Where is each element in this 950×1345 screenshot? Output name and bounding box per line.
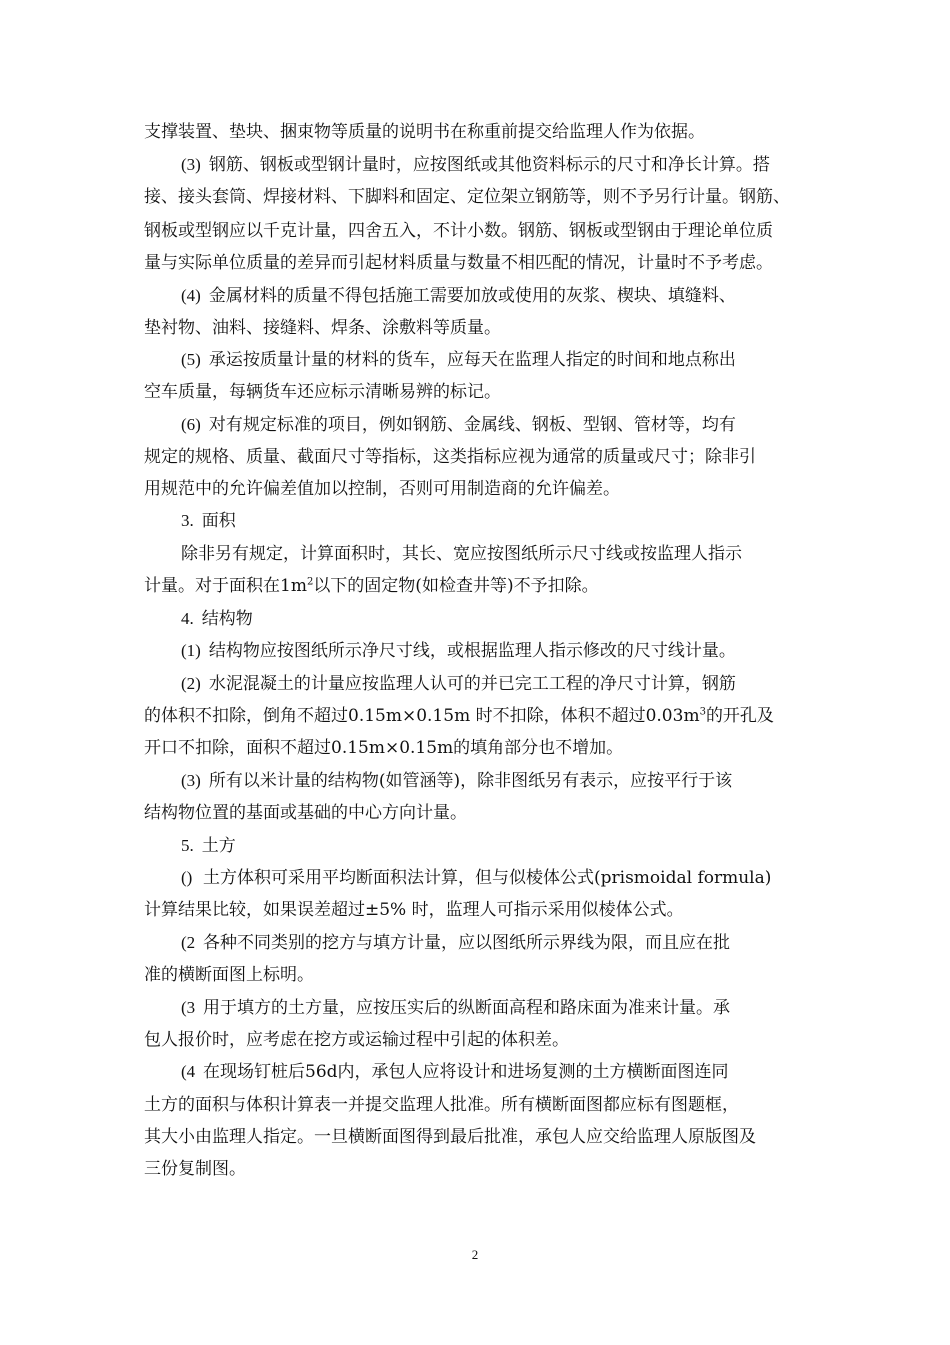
text-line: 其大小由监理人指定。一旦横断面图得到最后批准，承包人应交给监理人原版图及 — [144, 1127, 756, 1147]
text-line: 规定的规格、质量、截面尺寸等指标，这类指标应视为通常的质量或尺寸；除非引 — [144, 447, 756, 467]
section-number: 4. — [181, 609, 194, 628]
text-line: 量与实际单位质量的差异而引起材料质量与数量不相匹配的情况，计量时不予考虑。 — [144, 253, 773, 273]
text-line: 开口不扣除，面积不超过0.15m×0.15m的填角部分也不增加。 — [144, 738, 624, 758]
clause-label: (4) — [181, 286, 201, 305]
text-line: 计量。对于面积在$1m^2$以下的固定物(如检查井等)不予扣除。 — [144, 576, 599, 596]
clause-1-line: (1) 结构物应按图纸所示净尺寸线，或根据监理人指示修改的尺寸线计量。 — [181, 641, 736, 661]
clause-label: (3) — [181, 155, 201, 174]
text-line: 除非另有规定，计算面积时，其长、宽应按图纸所示尺寸线或按监理人指示 — [181, 544, 742, 564]
text-line: 结构物位置的基面或基础的中心方向计量。 — [144, 803, 467, 823]
clause-label: (2) — [181, 674, 201, 693]
text-line: 用规范中的允许偏差值加以控制，否则可用制造商的允许偏差。 — [144, 479, 620, 499]
text-line: 计算结果比较，如果误差超过±5% 时，监理人可指示采用似棱体公式。 — [144, 900, 684, 920]
section-heading-area: 3. 面积 — [181, 511, 236, 531]
page-number: 2 — [471, 1247, 479, 1262]
clause-label: (3) — [181, 771, 201, 790]
clause-label: (5) — [181, 350, 201, 369]
text-line: 的体积不扣除，倒角不超过0.15m×0.15m 时不扣除，体积不超过$0.03m^3$的开孔及 — [144, 706, 774, 726]
section-number: 5. — [181, 836, 194, 855]
text-line: 空车质量，每辆货车还应标示清晰易辨的标记。 — [144, 382, 501, 402]
item-marker: (2 — [181, 933, 196, 952]
earthwork-item-4-line: (4 在现场钉桩后56d内，承包人应将设计和进场复测的土方横断面图连同 — [181, 1062, 729, 1082]
text-line: 支撑装置、垫块、捆束物等质量的说明书在称重前提交给监理人作为依据。 — [144, 122, 705, 142]
clause-5-line: (5) 承运按质量计量的材料的货车，应每天在监理人指定的时间和地点称出 — [181, 350, 736, 370]
earthwork-item-2-line: (2 各种不同类别的挖方与填方计量，应以图纸所示界线为限，而且应在批 — [181, 933, 730, 953]
text-line: 接、接头套筒、焊接材料、下脚料和固定、定位架立钢筋等，则不予另行计量。钢筋、 — [144, 187, 790, 207]
superscript: 2 — [306, 576, 314, 588]
text-line: 垫衬物、油料、接缝料、焊条、涂敷料等质量。 — [144, 318, 501, 338]
section-number: 3. — [181, 511, 194, 530]
superscript: 3 — [699, 706, 706, 718]
clause-3-line: (3) 所有以米计量的结构物(如管涵等)，除非图纸另有表示，应按平行于该 — [181, 771, 733, 791]
clause-label: (1) — [181, 641, 201, 660]
clause-4-line: (4) 金属材料的质量不得包括施工需要加放或使用的灰浆、楔块、填缝料、 — [181, 286, 736, 306]
earthwork-item-1-line: () 土方体积可采用平均断面积法计算，但与似棱体公式(prismoidal formula) — [181, 868, 772, 888]
clause-3-line: (3) 钢筋、钢板或型钢计量时，应按图纸或其他资料标示的尺寸和净长计算。搭 — [181, 155, 770, 175]
earthwork-item-3-line: (3 用于填方的土方量，应按压实后的纵断面高程和路床面为准来计量。承 — [181, 998, 730, 1018]
text-line: 准的横断面图上标明。 — [144, 965, 314, 985]
item-marker: (4 — [181, 1062, 196, 1081]
section-heading-structure: 4. 结构物 — [181, 609, 253, 629]
text-line: 三份复制图。 — [144, 1159, 246, 1179]
text-line: 包人报价时，应考虑在挖方或运输过程中引起的体积差。 — [144, 1030, 569, 1050]
text-line: 钢板或型钢应以千克计量，四舍五入，不计小数。钢筋、钢板或型钢由于理论单位质 — [144, 221, 773, 241]
clause-6-line: (6) 对有规定标准的项目，例如钢筋、金属线、钢板、型钢、管材等，均有 — [181, 415, 736, 435]
clause-label: (6) — [181, 415, 201, 434]
item-marker: () — [181, 868, 193, 887]
clause-2-line: (2) 水泥混凝土的计量应按监理人认可的并已完工工程的净尺寸计算，钢筋 — [181, 674, 736, 694]
text-line: 土方的面积与体积计算表一并提交监理人批准。所有横断面图都应标有图题框， — [144, 1095, 739, 1115]
item-marker: (3 — [181, 998, 196, 1017]
section-heading-earthwork: 5. 土方 — [181, 836, 236, 856]
